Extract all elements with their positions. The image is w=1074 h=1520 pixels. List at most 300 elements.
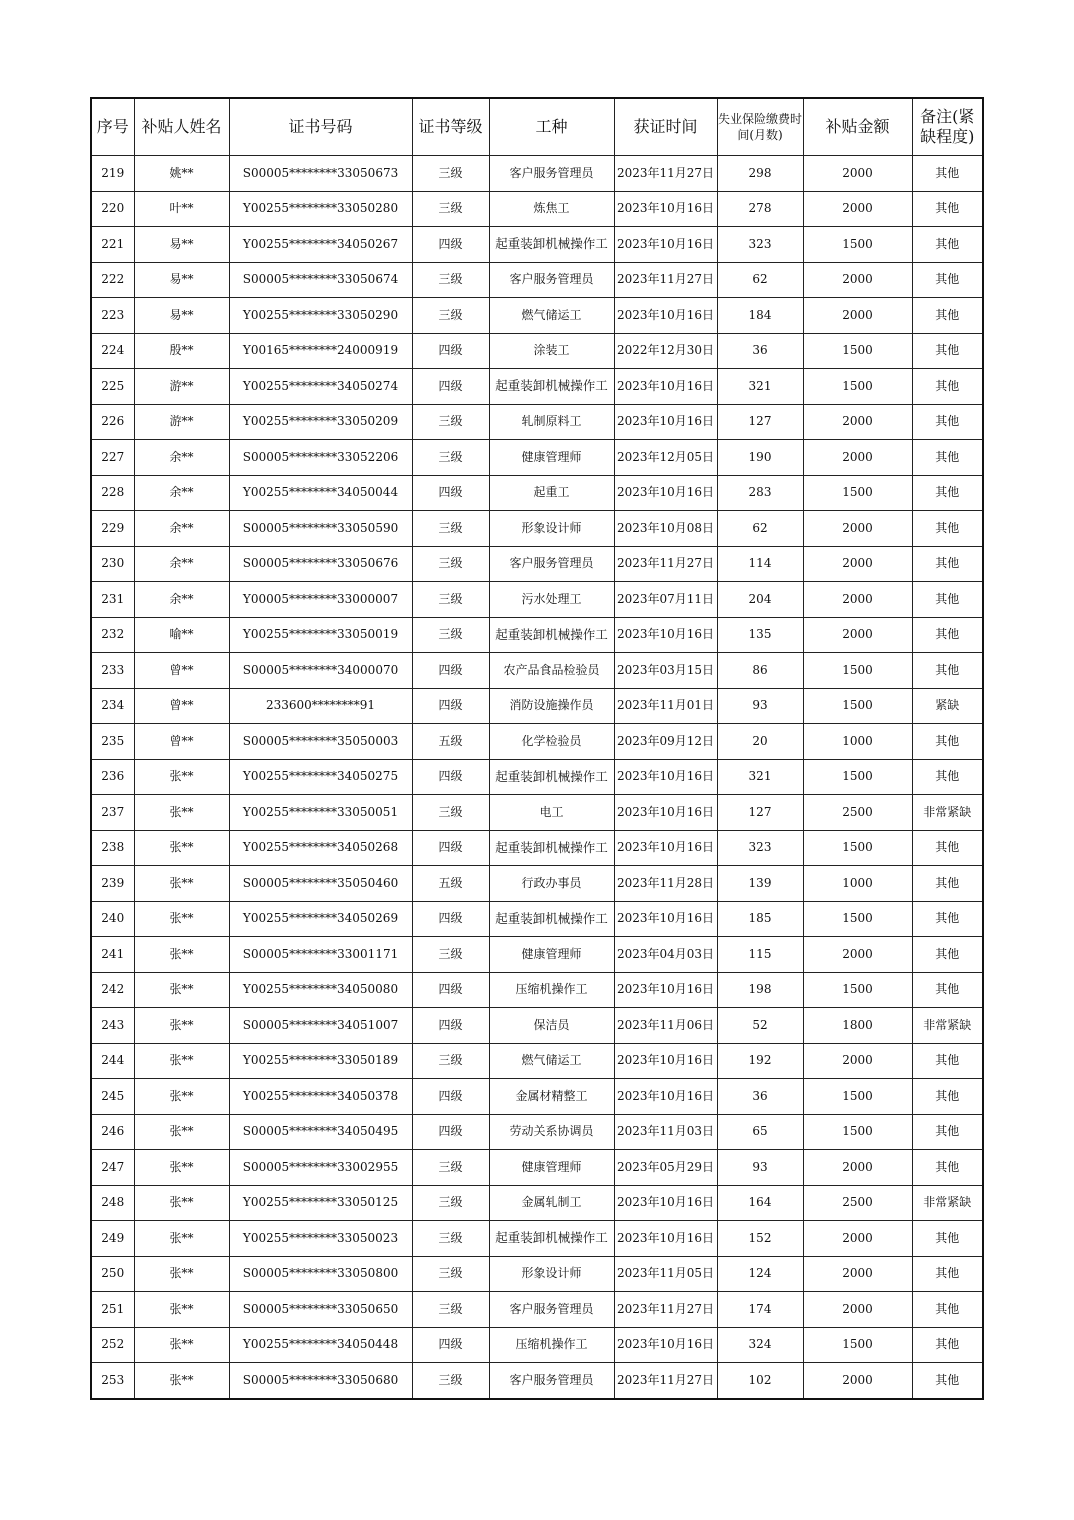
cell-index: 244 — [91, 1043, 134, 1079]
cell-insurance-months: 323 — [717, 227, 803, 263]
cell-job-type: 形象设计师 — [489, 511, 614, 547]
cell-cert-level: 三级 — [412, 511, 489, 547]
cell-insurance-months: 174 — [717, 1292, 803, 1328]
cell-cert-date: 2023年10月16日 — [614, 1221, 717, 1257]
cell-job-type: 轧制原料工 — [489, 404, 614, 440]
cell-cert-date: 2023年10月16日 — [614, 227, 717, 263]
cell-job-type: 化学检验员 — [489, 724, 614, 760]
cell-index: 246 — [91, 1114, 134, 1150]
cell-index: 224 — [91, 333, 134, 369]
cell-cert-no: Y00255********33050209 — [229, 404, 412, 440]
cell-name: 张** — [134, 795, 229, 831]
cell-cert-level: 四级 — [412, 475, 489, 511]
cell-subsidy-amount: 1500 — [803, 1327, 912, 1363]
cell-cert-level: 三级 — [412, 1363, 489, 1399]
cell-subsidy-amount: 2000 — [803, 156, 912, 192]
cell-name: 张** — [134, 1185, 229, 1221]
table-row — [91, 369, 983, 405]
cell-name: 叶** — [134, 191, 229, 227]
cell-subsidy-amount: 1500 — [803, 653, 912, 689]
cell-insurance-months: 278 — [717, 191, 803, 227]
cell-subsidy-amount: 1500 — [803, 227, 912, 263]
cell-job-type: 健康管理师 — [489, 1150, 614, 1186]
cell-name: 游** — [134, 404, 229, 440]
cell-name: 张** — [134, 866, 229, 902]
cell-insurance-months: 20 — [717, 724, 803, 760]
cell-cert-date: 2023年11月27日 — [614, 262, 717, 298]
cell-remark: 其他 — [912, 333, 983, 369]
cell-subsidy-amount: 1500 — [803, 1079, 912, 1115]
table-row — [91, 901, 983, 937]
cell-job-type: 压缩机操作工 — [489, 972, 614, 1008]
cell-index: 229 — [91, 511, 134, 547]
cell-name: 张** — [134, 937, 229, 973]
cell-cert-no: S00005********33050676 — [229, 546, 412, 582]
cell-index: 227 — [91, 440, 134, 476]
cell-cert-no: S00005********33050590 — [229, 511, 412, 547]
cell-name: 殷** — [134, 333, 229, 369]
cell-subsidy-amount: 1000 — [803, 724, 912, 760]
cell-name: 余** — [134, 511, 229, 547]
table-row — [91, 298, 983, 334]
table-row — [91, 759, 983, 795]
cell-cert-date: 2023年10月16日 — [614, 1185, 717, 1221]
cell-index: 250 — [91, 1256, 134, 1292]
table-row — [91, 1043, 983, 1079]
cell-cert-level: 四级 — [412, 1079, 489, 1115]
cell-insurance-months: 127 — [717, 795, 803, 831]
cell-cert-date: 2023年10月16日 — [614, 759, 717, 795]
table-row — [91, 1256, 983, 1292]
table-row — [91, 262, 983, 298]
cell-index: 225 — [91, 369, 134, 405]
cell-cert-date: 2023年10月16日 — [614, 1079, 717, 1115]
cell-remark: 其他 — [912, 1114, 983, 1150]
cell-remark: 其他 — [912, 475, 983, 511]
cell-cert-no: Y00255********33050023 — [229, 1221, 412, 1257]
cell-cert-level: 三级 — [412, 191, 489, 227]
cell-cert-date: 2023年11月27日 — [614, 156, 717, 192]
cell-index: 237 — [91, 795, 134, 831]
cell-cert-level: 四级 — [412, 653, 489, 689]
cell-remark: 其他 — [912, 227, 983, 263]
table-row — [91, 191, 983, 227]
cell-cert-date: 2023年10月16日 — [614, 191, 717, 227]
cell-cert-date: 2023年10月16日 — [614, 617, 717, 653]
cell-job-type: 起重装卸机械操作工 — [489, 227, 614, 263]
cell-index: 239 — [91, 866, 134, 902]
cell-cert-date: 2023年11月05日 — [614, 1256, 717, 1292]
header-remark: 备注(紧缺程度) — [912, 98, 983, 156]
cell-name: 张** — [134, 1114, 229, 1150]
cell-cert-date: 2023年11月03日 — [614, 1114, 717, 1150]
cell-job-type: 消防设施操作员 — [489, 688, 614, 724]
cell-insurance-months: 127 — [717, 404, 803, 440]
cell-cert-no: S00005********33050650 — [229, 1292, 412, 1328]
cell-job-type: 金属材精整工 — [489, 1079, 614, 1115]
cell-subsidy-amount: 1500 — [803, 369, 912, 405]
cell-job-type: 起重装卸机械操作工 — [489, 369, 614, 405]
cell-job-type: 炼焦工 — [489, 191, 614, 227]
cell-index: 235 — [91, 724, 134, 760]
cell-job-type: 客户服务管理员 — [489, 156, 614, 192]
table-row — [91, 404, 983, 440]
header-cert-level: 证书等级 — [412, 98, 489, 156]
cell-index: 252 — [91, 1327, 134, 1363]
cell-cert-no: Y00165********24000919 — [229, 333, 412, 369]
cell-name: 张** — [134, 1008, 229, 1044]
cell-cert-no: Y00255********33050019 — [229, 617, 412, 653]
cell-cert-date: 2023年11月01日 — [614, 688, 717, 724]
cell-remark: 其他 — [912, 830, 983, 866]
cell-remark: 其他 — [912, 191, 983, 227]
cell-insurance-months: 192 — [717, 1043, 803, 1079]
table-row — [91, 475, 983, 511]
cell-cert-level: 三级 — [412, 617, 489, 653]
cell-cert-level: 三级 — [412, 1043, 489, 1079]
cell-subsidy-amount: 2000 — [803, 191, 912, 227]
cell-index: 226 — [91, 404, 134, 440]
table-row — [91, 511, 983, 547]
cell-insurance-months: 164 — [717, 1185, 803, 1221]
cell-insurance-months: 298 — [717, 156, 803, 192]
cell-cert-level: 三级 — [412, 546, 489, 582]
cell-index: 240 — [91, 901, 134, 937]
cell-insurance-months: 115 — [717, 937, 803, 973]
cell-cert-no: S00005********33050674 — [229, 262, 412, 298]
header-insurance-months: 失业保险缴费时间(月数) — [717, 98, 803, 156]
table-row — [91, 1114, 983, 1150]
header-cert-date: 获证时间 — [614, 98, 717, 156]
cell-insurance-months: 323 — [717, 830, 803, 866]
cell-remark: 非常紧缺 — [912, 1185, 983, 1221]
table-row — [91, 1292, 983, 1328]
cell-remark: 紧缺 — [912, 688, 983, 724]
cell-remark: 其他 — [912, 404, 983, 440]
cell-name: 余** — [134, 475, 229, 511]
header-job-type: 工种 — [489, 98, 614, 156]
cell-cert-no: Y00255********33050290 — [229, 298, 412, 334]
cell-name: 张** — [134, 1079, 229, 1115]
cell-cert-level: 四级 — [412, 333, 489, 369]
cell-subsidy-amount: 2000 — [803, 1363, 912, 1399]
cell-cert-date: 2023年10月08日 — [614, 511, 717, 547]
cell-cert-level: 四级 — [412, 972, 489, 1008]
cell-index: 231 — [91, 582, 134, 618]
cell-cert-date: 2023年11月27日 — [614, 546, 717, 582]
cell-insurance-months: 114 — [717, 546, 803, 582]
cell-remark: 其他 — [912, 1363, 983, 1399]
cell-cert-no: S00005********33002955 — [229, 1150, 412, 1186]
cell-cert-level: 四级 — [412, 1008, 489, 1044]
cell-subsidy-amount: 2000 — [803, 1292, 912, 1328]
cell-cert-no: Y00255********34050274 — [229, 369, 412, 405]
cell-cert-level: 四级 — [412, 227, 489, 263]
cell-remark: 其他 — [912, 511, 983, 547]
cell-cert-no: Y00255********34050267 — [229, 227, 412, 263]
cell-cert-no: S00005********34051007 — [229, 1008, 412, 1044]
cell-job-type: 健康管理师 — [489, 440, 614, 476]
table-row — [91, 653, 983, 689]
header-subsidy-amount: 补贴金额 — [803, 98, 912, 156]
cell-job-type: 形象设计师 — [489, 1256, 614, 1292]
cell-index: 243 — [91, 1008, 134, 1044]
cell-cert-no: Y00255********34050448 — [229, 1327, 412, 1363]
cell-name: 喻** — [134, 617, 229, 653]
cell-insurance-months: 52 — [717, 1008, 803, 1044]
cell-name: 张** — [134, 1292, 229, 1328]
cell-subsidy-amount: 2000 — [803, 1221, 912, 1257]
cell-remark: 其他 — [912, 262, 983, 298]
cell-subsidy-amount: 2000 — [803, 937, 912, 973]
cell-remark: 其他 — [912, 653, 983, 689]
cell-insurance-months: 185 — [717, 901, 803, 937]
cell-cert-no: Y00255********34050269 — [229, 901, 412, 937]
cell-subsidy-amount: 1500 — [803, 972, 912, 1008]
cell-cert-level: 三级 — [412, 404, 489, 440]
cell-insurance-months: 65 — [717, 1114, 803, 1150]
table-row — [91, 830, 983, 866]
cell-subsidy-amount: 1500 — [803, 901, 912, 937]
table-row — [91, 1150, 983, 1186]
cell-name: 张** — [134, 1221, 229, 1257]
cell-cert-level: 四级 — [412, 1114, 489, 1150]
cell-insurance-months: 139 — [717, 866, 803, 902]
table-row — [91, 617, 983, 653]
cell-cert-date: 2023年11月27日 — [614, 1292, 717, 1328]
cell-job-type: 涂装工 — [489, 333, 614, 369]
cell-subsidy-amount: 1500 — [803, 830, 912, 866]
cell-cert-no: Y00255********34050044 — [229, 475, 412, 511]
cell-cert-date: 2023年10月16日 — [614, 972, 717, 1008]
cell-insurance-months: 36 — [717, 1079, 803, 1115]
cell-index: 220 — [91, 191, 134, 227]
cell-cert-no: S00005********35050003 — [229, 724, 412, 760]
table-row — [91, 156, 983, 192]
cell-index: 245 — [91, 1079, 134, 1115]
cell-job-type: 起重装卸机械操作工 — [489, 617, 614, 653]
cell-cert-no: S00005********33050800 — [229, 1256, 412, 1292]
table-row — [91, 546, 983, 582]
cell-cert-no: S00005********33050673 — [229, 156, 412, 192]
cell-cert-no: S00005********33001171 — [229, 937, 412, 973]
cell-cert-date: 2023年03月15日 — [614, 653, 717, 689]
cell-cert-no: Y00255********33050189 — [229, 1043, 412, 1079]
cell-cert-no: S00005********34050495 — [229, 1114, 412, 1150]
cell-name: 张** — [134, 901, 229, 937]
cell-cert-level: 三级 — [412, 937, 489, 973]
cell-job-type: 劳动关系协调员 — [489, 1114, 614, 1150]
cell-insurance-months: 93 — [717, 688, 803, 724]
cell-subsidy-amount: 1500 — [803, 333, 912, 369]
cell-name: 张** — [134, 1327, 229, 1363]
cell-insurance-months: 93 — [717, 1150, 803, 1186]
cell-insurance-months: 36 — [717, 333, 803, 369]
cell-insurance-months: 321 — [717, 369, 803, 405]
cell-cert-no: Y00255********33050125 — [229, 1185, 412, 1221]
table-row — [91, 1185, 983, 1221]
cell-cert-level: 三级 — [412, 262, 489, 298]
cell-remark: 非常紧缺 — [912, 1008, 983, 1044]
table-row — [91, 866, 983, 902]
cell-remark: 其他 — [912, 1256, 983, 1292]
cell-cert-date: 2023年05月29日 — [614, 1150, 717, 1186]
cell-cert-level: 三级 — [412, 440, 489, 476]
cell-job-type: 客户服务管理员 — [489, 1292, 614, 1328]
cell-job-type: 金属轧制工 — [489, 1185, 614, 1221]
cell-insurance-months: 198 — [717, 972, 803, 1008]
cell-job-type: 燃气储运工 — [489, 298, 614, 334]
cell-name: 张** — [134, 1043, 229, 1079]
table-row — [91, 1079, 983, 1115]
cell-cert-level: 三级 — [412, 1292, 489, 1328]
cell-cert-level: 四级 — [412, 369, 489, 405]
cell-cert-date: 2023年10月16日 — [614, 475, 717, 511]
cell-name: 张** — [134, 1363, 229, 1399]
cell-remark: 其他 — [912, 1043, 983, 1079]
cell-name: 曾** — [134, 653, 229, 689]
cell-job-type: 起重装卸机械操作工 — [489, 759, 614, 795]
cell-insurance-months: 321 — [717, 759, 803, 795]
cell-cert-level: 三级 — [412, 156, 489, 192]
cell-cert-level: 四级 — [412, 1327, 489, 1363]
table-row — [91, 333, 983, 369]
cell-remark: 其他 — [912, 1327, 983, 1363]
cell-job-type: 保洁员 — [489, 1008, 614, 1044]
cell-cert-date: 2023年11月06日 — [614, 1008, 717, 1044]
cell-cert-date: 2023年10月16日 — [614, 404, 717, 440]
header-name: 补贴人姓名 — [134, 98, 229, 156]
cell-subsidy-amount: 2000 — [803, 404, 912, 440]
cell-job-type: 电工 — [489, 795, 614, 831]
cell-cert-level: 三级 — [412, 1185, 489, 1221]
cell-remark: 其他 — [912, 724, 983, 760]
cell-cert-date: 2023年10月16日 — [614, 830, 717, 866]
cell-cert-level: 三级 — [412, 298, 489, 334]
cell-subsidy-amount: 1500 — [803, 759, 912, 795]
cell-subsidy-amount: 2000 — [803, 582, 912, 618]
cell-insurance-months: 124 — [717, 1256, 803, 1292]
cell-cert-date: 2023年07月11日 — [614, 582, 717, 618]
cell-cert-no: 233600********91 — [229, 688, 412, 724]
table-row — [91, 440, 983, 476]
table-row — [91, 724, 983, 760]
cell-cert-level: 五级 — [412, 724, 489, 760]
cell-name: 曾** — [134, 724, 229, 760]
cell-index: 236 — [91, 759, 134, 795]
table-row — [91, 937, 983, 973]
cell-remark: 其他 — [912, 901, 983, 937]
cell-index: 242 — [91, 972, 134, 1008]
cell-cert-date: 2023年09月12日 — [614, 724, 717, 760]
cell-insurance-months: 102 — [717, 1363, 803, 1399]
cell-cert-date: 2023年10月16日 — [614, 795, 717, 831]
cell-cert-no: S00005********33050680 — [229, 1363, 412, 1399]
cell-job-type: 起重装卸机械操作工 — [489, 901, 614, 937]
cell-subsidy-amount: 1800 — [803, 1008, 912, 1044]
cell-insurance-months: 283 — [717, 475, 803, 511]
cell-job-type: 起重工 — [489, 475, 614, 511]
cell-insurance-months: 204 — [717, 582, 803, 618]
cell-cert-level: 四级 — [412, 830, 489, 866]
table-row — [91, 1363, 983, 1399]
cell-remark: 非常紧缺 — [912, 795, 983, 831]
cell-remark: 其他 — [912, 1079, 983, 1115]
cell-job-type: 压缩机操作工 — [489, 1327, 614, 1363]
cell-cert-no: Y00005********33000007 — [229, 582, 412, 618]
cell-remark: 其他 — [912, 440, 983, 476]
cell-subsidy-amount: 2000 — [803, 440, 912, 476]
cell-job-type: 燃气储运工 — [489, 1043, 614, 1079]
cell-subsidy-amount: 1500 — [803, 475, 912, 511]
cell-subsidy-amount: 1000 — [803, 866, 912, 902]
cell-job-type: 污水处理工 — [489, 582, 614, 618]
cell-subsidy-amount: 2000 — [803, 262, 912, 298]
cell-cert-date: 2023年10月16日 — [614, 1327, 717, 1363]
cell-remark: 其他 — [912, 972, 983, 1008]
cell-cert-level: 四级 — [412, 688, 489, 724]
cell-index: 249 — [91, 1221, 134, 1257]
table-row — [91, 972, 983, 1008]
cell-cert-level: 三级 — [412, 1150, 489, 1186]
table-row — [91, 582, 983, 618]
cell-insurance-months: 62 — [717, 262, 803, 298]
cell-insurance-months: 86 — [717, 653, 803, 689]
cell-name: 易** — [134, 227, 229, 263]
cell-cert-no: Y00255********34050080 — [229, 972, 412, 1008]
cell-index: 219 — [91, 156, 134, 192]
cell-cert-date: 2023年04月03日 — [614, 937, 717, 973]
cell-job-type: 起重装卸机械操作工 — [489, 1221, 614, 1257]
cell-insurance-months: 190 — [717, 440, 803, 476]
cell-subsidy-amount: 2000 — [803, 1150, 912, 1186]
header-index: 序号 — [91, 98, 134, 156]
cell-cert-no: Y00255********34050378 — [229, 1079, 412, 1115]
cell-index: 223 — [91, 298, 134, 334]
cell-index: 248 — [91, 1185, 134, 1221]
cell-subsidy-amount: 2000 — [803, 511, 912, 547]
cell-name: 曾** — [134, 688, 229, 724]
cell-index: 241 — [91, 937, 134, 973]
cell-cert-date: 2023年11月27日 — [614, 1363, 717, 1399]
cell-index: 253 — [91, 1363, 134, 1399]
cell-name: 张** — [134, 759, 229, 795]
cell-remark: 其他 — [912, 617, 983, 653]
cell-remark: 其他 — [912, 1292, 983, 1328]
cell-subsidy-amount: 2500 — [803, 795, 912, 831]
cell-name: 张** — [134, 972, 229, 1008]
cell-cert-no: S00005********33052206 — [229, 440, 412, 476]
table-row — [91, 1008, 983, 1044]
cell-subsidy-amount: 2000 — [803, 1043, 912, 1079]
cell-remark: 其他 — [912, 369, 983, 405]
cell-cert-level: 四级 — [412, 759, 489, 795]
cell-subsidy-amount: 1500 — [803, 1114, 912, 1150]
cell-cert-level: 三级 — [412, 1221, 489, 1257]
cell-index: 232 — [91, 617, 134, 653]
cell-index: 221 — [91, 227, 134, 263]
cell-cert-no: Y00255********34050275 — [229, 759, 412, 795]
cell-subsidy-amount: 2000 — [803, 546, 912, 582]
cell-subsidy-amount: 2000 — [803, 617, 912, 653]
header-cert-no: 证书号码 — [229, 98, 412, 156]
table-row — [91, 227, 983, 263]
cell-job-type: 健康管理师 — [489, 937, 614, 973]
cell-remark: 其他 — [912, 582, 983, 618]
cell-cert-date: 2023年10月16日 — [614, 369, 717, 405]
cell-insurance-months: 184 — [717, 298, 803, 334]
cell-name: 余** — [134, 582, 229, 618]
